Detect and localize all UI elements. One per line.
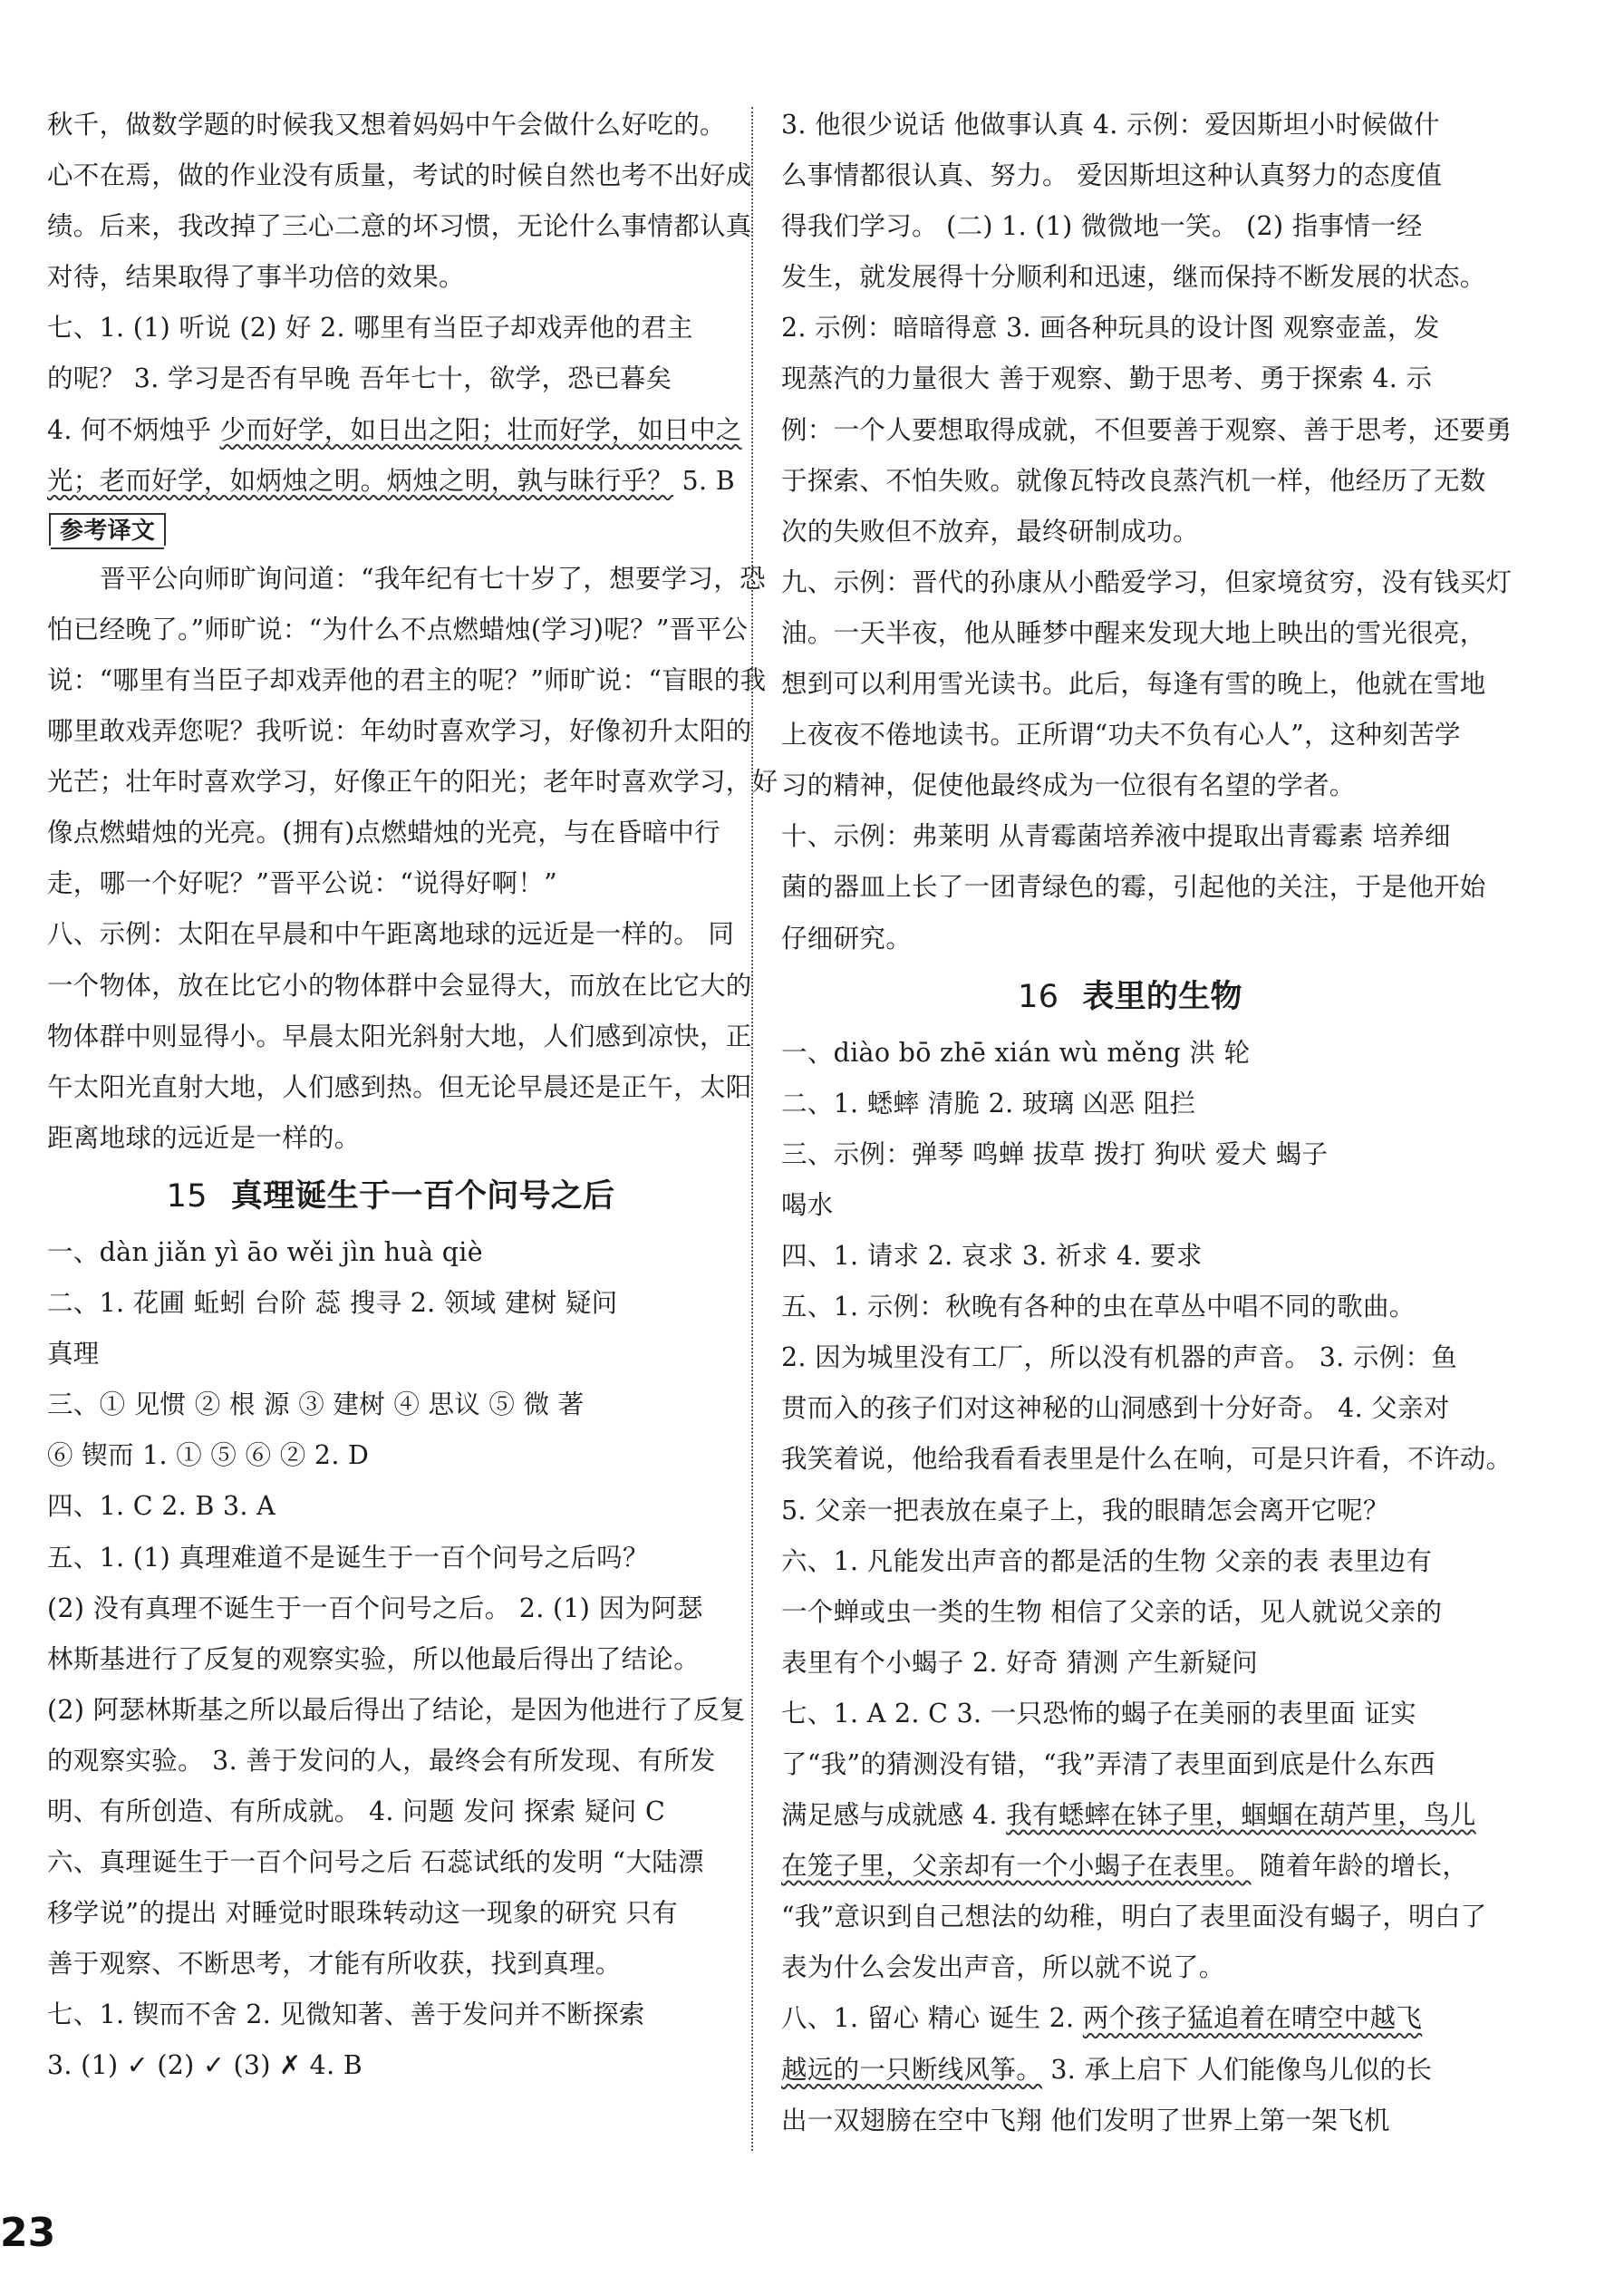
text-line: 心不在焉，做的作业没有质量，考试的时候自然也考不出好成: [47, 160, 752, 191]
page-number: 23: [0, 2210, 56, 2256]
text-line: 善于观察、不断思考，才能有所收获，找到真理。: [47, 1949, 622, 1980]
text-line: 物体群中则显得小。早晨太阳光斜射大地，人们感到凉快，正: [47, 1021, 752, 1051]
translation-line: 哪里敢戏弄您呢？我听说：年幼时喜欢学习，好像初升太阳的: [47, 716, 752, 747]
column-divider: [751, 107, 753, 2151]
text-line: 八、示例：太阳在早晨和中午距离地球的远近是一样的。 同: [47, 919, 735, 950]
text-line: 上夜夜不倦地读书。正所谓“功夫不负有心人”，这种刻苦学: [781, 720, 1461, 750]
text-line: 七、1. 锲而不舍 2. 见微知著、善于发问并不断探索: [47, 1999, 645, 2030]
wavy-underlined-text: 光；老而好学，如炳烛之明。炳烛之明，孰与昧行乎？: [47, 465, 674, 496]
wavy-underlined-text: 我有蟋蟀在钵子里，蝈蝈在葫芦里，鸟儿: [1006, 1800, 1476, 1831]
text-line: 一个蝉或虫一类的生物 相信了父亲的话，见人就说父亲的: [781, 1596, 1443, 1627]
text-line: 3. 他很少说话 他做事认真 4. 示例：爱因斯坦小时候做什: [781, 110, 1440, 140]
text-line: 真理: [47, 1339, 100, 1370]
text-line: [47, 405, 742, 456]
text-segment: 八、1. 留心 精心 诞生 2.: [781, 2003, 1083, 2034]
text-line: 的观察实验。 3. 善于发问的人，最终会有所发现、有所发: [47, 1745, 716, 1776]
text-line: 七、1. A 2. C 3. 一只恐怖的蝎子在美丽的表里面 证实: [781, 1698, 1416, 1728]
text-line: 现蒸汽的力量很大 善于观察、勤于思考、勇于探索 4. 示: [781, 363, 1433, 394]
wavy-underlined-text: 少而好学，如日出之阳；壮而好学，如日中之: [219, 414, 742, 445]
text-line: [781, 1841, 1479, 1892]
text-line: 距离地球的远近是一样的。: [47, 1122, 361, 1153]
wavy-underlined-text: 在笼子里，父亲却有一个小蝎子在表里。: [781, 1851, 1252, 1882]
text-line: [47, 456, 734, 507]
translation-line: 走，哪一个好呢？”晋平公说：“说得好啊！”: [47, 868, 558, 899]
text-line: 六、真理诞生于一百个问号之后 石蕊试纸的发明 “大陆漂: [47, 1847, 704, 1878]
pinyin-line: 一、diào bō zhē xián wù měng 洪 轮: [781, 1037, 1251, 1068]
text-line: 的呢？ 3. 学习是否有早晚 吾年七十，欲学，恐已暮矣: [47, 363, 672, 394]
text-line: 十、示例：弗莱明 从青霉菌培养液中提取出青霉素 培养细: [781, 821, 1451, 852]
text-line: 四、1. 请求 2. 哀求 3. 祈求 4. 要求: [781, 1241, 1203, 1272]
text-line: 菌的器皿上长了一团青绿色的霉，引起他的关注，于是他开始: [781, 872, 1486, 903]
text-line: 想到可以利用雪光读书。此后，每逢有雪的晚上，他就在雪地: [781, 669, 1486, 700]
text-line: 3. (1) ✓ (2) ✓ (3) ✗ 4. B: [47, 2050, 363, 2081]
text-segment: 5. B: [673, 465, 735, 496]
pinyin-line: 一、dàn jiǎn yì āo wěi jìn huà qiè: [47, 1236, 483, 1267]
text-line: 移学说”的提出 对睡觉时眼珠转动这一现象的研究 只有: [47, 1898, 678, 1929]
text-line: 六、1. 凡能发出声音的都是活的生物 父亲的表 表里边有: [781, 1545, 1433, 1576]
text-line: 林斯基进行了反复的观察实验，所以他最后得出了结论。: [47, 1643, 701, 1674]
text-line: 三、① 见惯 ② 根 源 ③ 建树 ④ 思议 ⑤ 微 著: [47, 1389, 585, 1420]
text-line: 发生，就发展得十分顺利和迅速，继而保持不断发展的状态。: [781, 262, 1486, 293]
text-line: 七、1. (1) 听说 (2) 好 2. 哪里有当臣子却戏弄他的君主: [47, 313, 693, 344]
text-line: 九、示例：晋代的孙康从小酷爱学习，但家境贫穷，没有钱买灯: [781, 566, 1513, 597]
text-line: 二、1. 蟋蟀 清脆 2. 玻璃 凶恶 阻拦: [781, 1088, 1196, 1118]
translation-line: 像点燃蜡烛的光亮。(拥有)点燃蜡烛的光亮，与在昏暗中行: [47, 818, 720, 848]
right-column: [781, 100, 1513, 2146]
lesson-number: 16: [1018, 978, 1059, 1015]
text-line: 仔细研究。: [781, 923, 913, 954]
text-line: [781, 1790, 1479, 1841]
translation-line: 晋平公向师旷询问道：“我年纪有七十岁了，想要学习，恐: [100, 563, 766, 594]
text-line: 一个物体，放在比它小的物体群中会显得大，而放在比它大的: [47, 970, 752, 1001]
lesson-title-text: 真理诞生于一百个问号之后: [230, 1177, 615, 1215]
text-line: 得我们学习。 (二) 1. (1) 微微地一笑。 (2) 指事情一经: [781, 211, 1423, 242]
text-line: 我笑着说，他给我看看表里是什么在响，可是只许看，不许动。: [781, 1444, 1513, 1475]
left-column: [47, 100, 778, 2092]
text-segment: 3. 承上启下 人们能像鸟儿似的长: [1042, 2054, 1433, 2085]
text-line: (2) 阿瑟林斯基之所以最后得出了结论，是因为他进行了反复: [47, 1694, 746, 1725]
lesson-number: 15: [166, 1177, 208, 1215]
text-line: 四、1. C 2. B 3. A: [47, 1491, 276, 1522]
text-line: 三、示例：弹琴 鸣蝉 拔草 拨打 狗吠 爱犬 蝎子: [781, 1138, 1329, 1169]
text-line: 5. 父亲一把表放在桌子上，我的眼睛怎会离开它呢？: [781, 1495, 1389, 1525]
text-line: 出一双翅膀在空中飞翔 他们发明了世界上第一架飞机: [781, 2105, 1390, 2135]
text-line: [781, 1993, 1479, 2044]
text-segment: 满足感与成就感 4.: [781, 1800, 1007, 1831]
wavy-underlined-text: 两个孩子猛追着在晴空中越飞: [1082, 2003, 1423, 2034]
text-line: 次的失败但不放弃，最终研制成功。: [781, 516, 1199, 547]
text-line: 于探索、不怕失败。就像瓦特改良蒸汽机一样，他经历了无数: [781, 465, 1486, 496]
reference-translation-tag: 参考译文: [51, 513, 164, 549]
text-line: 绩。后来，我改掉了三心二意的坏习惯，无论什么事情都认真: [47, 211, 752, 242]
text-line: 习的精神，促使他最终成为一位很有名望的学者。: [781, 770, 1356, 801]
text-line: 了“我”的猜测没有错，“我”弄清了表里面到底是什么东西: [781, 1749, 1436, 1779]
text-line: 二、1. 花圃 蚯蚓 台阶 蕊 搜寻 2. 领域 建树 疑问: [47, 1288, 618, 1319]
text-line: (2) 没有真理不诞生于一百个问号之后。 2. (1) 因为阿瑟: [47, 1593, 703, 1623]
text-line: 2. 因为城里没有工厂，所以没有机器的声音。 3. 示例：鱼: [781, 1342, 1458, 1373]
text-line: 午太阳光直射大地，人们感到热。但无论早晨还是正午，太阳: [47, 1071, 752, 1102]
text-line: ⑥ 锲而 1. ① ⑤ ⑥ ② 2. D: [47, 1440, 370, 1471]
text-line: 五、1. 示例：秋晚有各种的虫在草丛中唱不同的歌曲。: [781, 1292, 1416, 1322]
text-line: 喝水: [781, 1189, 834, 1220]
translation-line: 光芒；壮年时喜欢学习，好像正午的阳光；老年时喜欢学习，好: [47, 767, 778, 798]
text-line: 表里有个小蝎子 2. 好奇 猜测 产生新疑问: [781, 1647, 1259, 1678]
text-line: “我”意识到自己想法的幼稚，明白了表里面没有蝎子，明白了: [781, 1902, 1487, 1932]
translation-line: 怕已经晚了。”师旷说：“为什么不点燃蜡烛(学习)呢？”晋平公: [47, 614, 749, 644]
text-segment: 4. 何不炳烛乎: [47, 414, 220, 445]
text-line: 五、1. (1) 真理难道不是诞生于一百个问号之后吗？: [47, 1542, 649, 1573]
text-line: 油。一天半夜，他从睡梦中醒来发现大地上映出的雪光很亮，: [781, 617, 1486, 648]
reference-translation-tag-line: [47, 507, 734, 554]
text-segment: 随着年龄的增长，: [1251, 1851, 1469, 1882]
text-line: 例：一个人要想取得成就，不但要善于观察、善于思考，还要勇: [781, 414, 1513, 445]
translation-line: 说：“哪里有当臣子却戏弄他的君主的呢？”师旷说：“盲眼的我: [47, 664, 767, 695]
lesson-15-title: [47, 1171, 734, 1222]
text-line: 表为什么会发出声音，所以就不说了。: [781, 1952, 1225, 1983]
text-line: 么事情都很认真、努力。 爱因斯坦这种认真努力的态度值: [781, 160, 1443, 191]
text-line: 2. 示例：暗暗得意 3. 画各种玩具的设计图 观察壶盖，发: [781, 313, 1440, 344]
text-line: 明、有所创造、有所成就。 4. 问题 发问 探索 疑问 C: [47, 1796, 666, 1826]
text-line: [781, 2045, 1479, 2096]
wavy-underlined-text: 越远的一只断线风筝。: [781, 2054, 1043, 2085]
lesson-title-text: 表里的生物: [1082, 978, 1242, 1015]
text-line: 贯而入的孩子们对这神秘的山洞感到十分好奇。 4. 父亲对: [781, 1393, 1450, 1424]
lesson-16-title: [781, 972, 1479, 1022]
text-line: 秋千，做数学题的时候我又想着妈妈中午会做什么好吃的。: [47, 110, 726, 140]
text-line: 对待，结果取得了事半功倍的效果。: [47, 262, 465, 293]
